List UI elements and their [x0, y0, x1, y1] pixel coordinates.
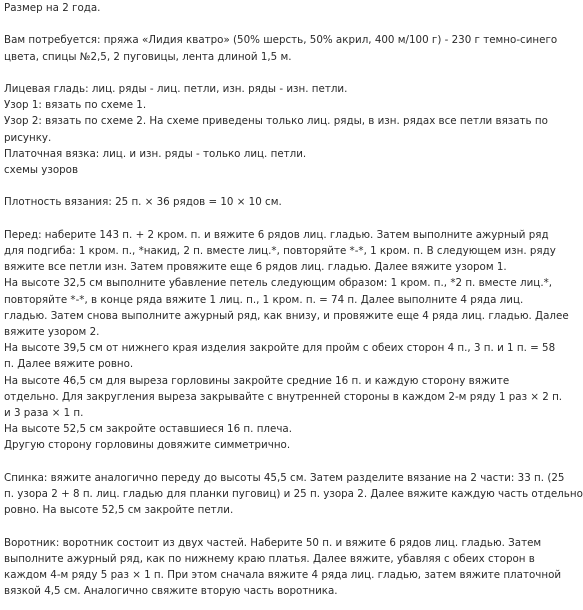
blank-line: [4, 518, 504, 534]
text-line: цвета, спицы №2,5, 2 пуговицы, лента длиной 1,5 м.: [4, 50, 292, 63]
text-line: Перед: наберите 143 п. + 2 кром. п. и вяжите 6 рядов лиц. гладью. Затем выполните ажурный ряд: [4, 228, 549, 241]
text-line: Вам потребуется: пряжа «Лидия кватро» (50% шерсть, 50% акрил, 400 м/100 г) - 230 г темно-синего: [4, 34, 558, 47]
text-line: Плотность вязания: 25 п. × 36 рядов = 10 × 10 см.: [4, 196, 282, 209]
blank-line: [4, 454, 504, 470]
text-line: и 3 раза × 1 п.: [4, 407, 84, 420]
text-line: повторяйте *-*, в конце ряда вяжите 1 лиц. п., 1 кром. п. = 74 п. Далее выполните 4 ряда лиц.: [4, 293, 524, 306]
text-line: Лицевая гладь: лиц. ряды - лиц. петли, изн. ряды - изн. петли.: [4, 82, 348, 95]
text-line: выполните ажурный ряд, как по нижнему краю платья. Далее вяжите, убавляя с обеих сторон в: [4, 552, 535, 565]
text-line: п. узора 2 + 8 п. лиц. гладью для планки пуговиц) и 25 п. узора 2. Далее вяжите каждую часть отдельно: [4, 488, 583, 501]
text-line: На высоте 52,5 см закройте оставшиеся 16 п. плеча.: [4, 423, 293, 436]
text-line: Спинка: вяжите аналогично переду до высоты 45,5 см. Затем разделите вязание на 2 части: 33 п. (25: [4, 471, 565, 484]
text-line: Другую сторону горловины довяжите симметрично.: [4, 439, 291, 452]
text-line: Воротник: воротник состоит из двух частей. Наберите 50 п. и вяжите 6 рядов лиц. гладью. Затем: [4, 536, 542, 549]
text-line: каждом 4-м ряду 5 раз × 1 п. При этом сначала вяжите 4 ряда лиц. гладью, затем вяжите платочной: [4, 569, 562, 582]
text-line: Размер на 2 года.: [4, 2, 101, 14]
blank-line: [4, 65, 504, 81]
text-line: гладью. Затем снова выполните ажурный ряд, как внизу, и провяжите еще 4 ряда лиц. гладью. Далее: [4, 309, 569, 322]
text-line: отдельно. Для закругления выреза закрывайте с внутренней стороны в каждом 2-м ряду 1 раз × 2 п.: [4, 390, 563, 403]
text-line: На высоте 32,5 см выполните убавление петель следующим образом: 1 кром. п., *2 п. вместе лиц.*,: [4, 277, 553, 290]
text-line: для подгиба: 1 кром. п., *накид, 2 п. вместе лиц.*, повторяйте *-*, 1 кром. п. В следующем изн. ряду: [4, 244, 556, 257]
text-line: ровно. На высоте 52,5 см закройте петли.: [4, 504, 234, 517]
blank-line: [4, 16, 504, 32]
text-line: вяжите все петли изн. Затем провяжите еще 6 рядов лиц. гладью. Далее вяжите узором 1.: [4, 261, 507, 274]
text-line: На высоте 39,5 см от нижнего края изделия закройте для пройм с обеих сторон 4 п., 3 п. и 1 п. = 58: [4, 342, 556, 355]
text-line: Узор 1: вязать по схеме 1.: [4, 99, 147, 112]
text-line: Узор 2: вязать по схеме 2. На схеме приведены только лиц. ряды, в изн. рядах все петли вязать по: [4, 115, 548, 128]
text-line: п. Далее вяжите ровно.: [4, 358, 134, 371]
text-line: вяжите узором 2.: [4, 326, 100, 338]
text-line: На высоте 46,5 см для выреза горловины закройте средние 16 п. и каждую сторону вяжите: [4, 374, 510, 387]
text-line: Платочная вязка: лиц. и изн. ряды - только лиц. петли.: [4, 147, 307, 160]
text-line: схемы узоров: [4, 164, 79, 176]
text-line: вязкой 4,5 см. Аналогично свяжите вторую часть воротника.: [4, 585, 338, 598]
blank-line: [4, 178, 504, 194]
text-line: рисунку.: [4, 131, 52, 144]
blank-line: [4, 211, 504, 227]
